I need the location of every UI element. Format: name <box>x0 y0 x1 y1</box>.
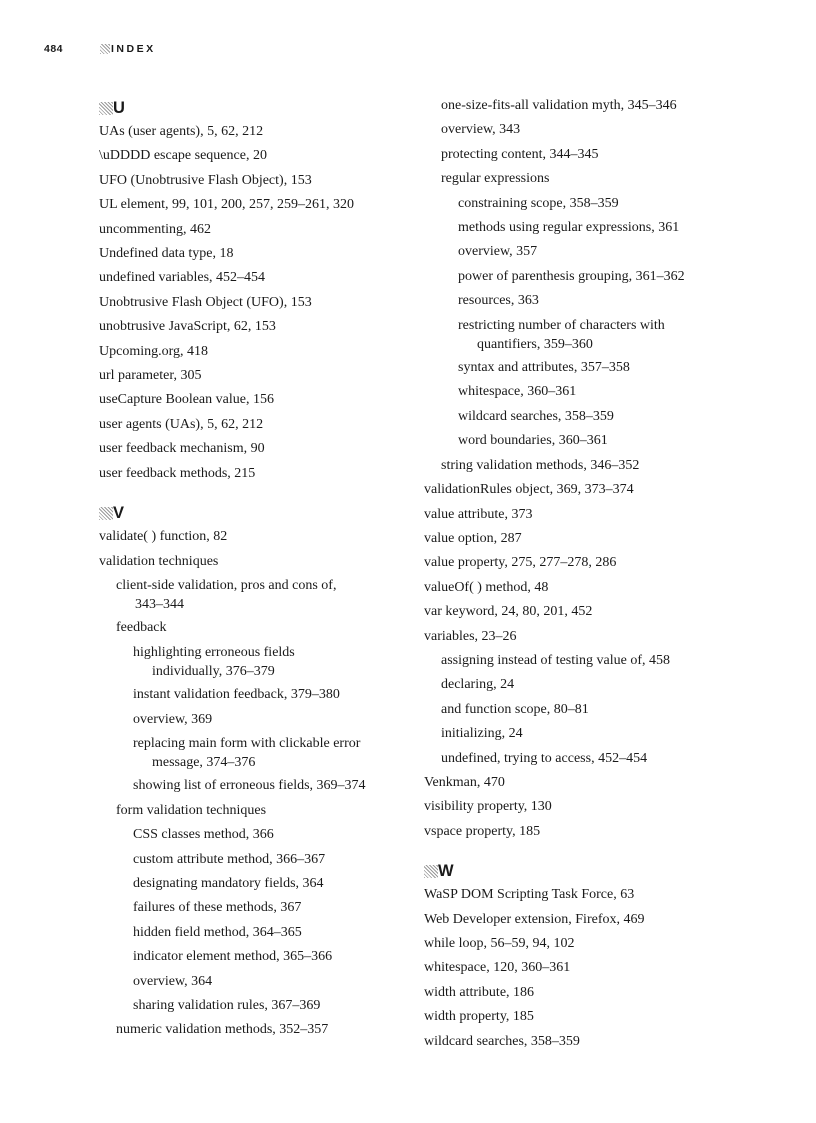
index-entry-text: custom attribute method, 366–367 <box>133 851 326 867</box>
index-entry <box>99 144 399 168</box>
index-entry <box>99 388 399 412</box>
index-entry <box>99 340 399 364</box>
index-entry <box>424 240 724 264</box>
index-entry-text: undefined, trying to access, 452–454 <box>441 750 648 766</box>
index-entry <box>99 193 399 217</box>
index-entry-text: unobtrusive JavaScript, 62, 153 <box>99 319 276 335</box>
index-entry-text: CSS classes method, 366 <box>133 827 274 843</box>
index-entry-continuation: 343–344 <box>135 597 184 613</box>
index-entry-text: WaSP DOM Scripting Task Force, 63 <box>424 887 635 903</box>
index-entry <box>99 462 399 486</box>
index-entry-text: width attribute, 186 <box>424 984 535 1000</box>
index-entry-text: form validation techniques <box>116 802 267 818</box>
index-entry <box>99 799 399 823</box>
index-column-right <box>424 94 724 1054</box>
index-entry <box>99 574 399 614</box>
hatch-marker-icon <box>99 507 113 520</box>
running-head <box>44 43 156 55</box>
index-entry <box>99 848 399 872</box>
index-entry <box>99 945 399 969</box>
index-entry-text: overview, 357 <box>458 244 538 260</box>
index-entry <box>424 94 724 118</box>
index-entry <box>424 932 724 956</box>
index-entry-continuation: individually, 376–379 <box>152 664 275 680</box>
index-entry-text: whitespace, 360–361 <box>458 384 577 400</box>
index-entry <box>99 732 399 772</box>
index-entry <box>99 218 399 242</box>
index-entry <box>99 364 399 388</box>
index-entry <box>424 405 724 429</box>
index-entry <box>99 242 399 266</box>
index-entry-text: constraining scope, 358–359 <box>458 195 619 211</box>
hatch-marker-icon <box>424 865 438 878</box>
index-entry-text: showing list of erroneous fields, 369–374 <box>133 778 366 794</box>
index-entry <box>99 641 399 681</box>
index-entry-text: feedback <box>116 620 167 636</box>
index-entry-text: string validation methods, 346–352 <box>441 457 640 473</box>
index-entry <box>424 649 724 673</box>
section-heading-w <box>424 860 724 882</box>
index-entry <box>99 120 399 144</box>
section-letter: V <box>113 504 125 523</box>
index-entry-text: numeric validation methods, 352–357 <box>116 1022 329 1038</box>
index-entry-text: protecting content, 344–345 <box>441 146 599 162</box>
index-entry-text: assigning instead of testing value of, 458 <box>441 652 671 668</box>
index-entry <box>424 600 724 624</box>
index-entry-text: wildcard searches, 358–359 <box>458 408 614 424</box>
index-entry <box>424 289 724 313</box>
index-entry <box>424 771 724 795</box>
index-entry-text: initializing, 24 <box>441 726 523 742</box>
index-entry-text: overview, 364 <box>133 973 213 989</box>
index-entry <box>99 921 399 945</box>
index-entry <box>99 169 399 193</box>
section-letter: U <box>113 99 125 117</box>
index-entry-text: Venkman, 470 <box>424 774 505 790</box>
index-entry <box>99 437 399 461</box>
index-entry <box>99 683 399 707</box>
index-entry-text: url parameter, 305 <box>99 368 202 384</box>
index-entry <box>424 527 724 551</box>
index-entry-text: UAs (user agents), 5, 62, 212 <box>99 124 264 139</box>
index-entry <box>424 795 724 819</box>
section-letter: W <box>438 862 454 881</box>
index-entry <box>424 216 724 240</box>
index-entry-text: undefined variables, 452–454 <box>99 270 266 286</box>
index-entry-text: user feedback methods, 215 <box>99 465 256 481</box>
index-entry <box>99 315 399 339</box>
index-entry-text: uncommenting, 462 <box>99 221 211 237</box>
index-entry <box>424 478 724 502</box>
section-gap <box>99 486 399 499</box>
index-entry-text: indicator element method, 365–366 <box>133 949 333 965</box>
index-entry-text: vspace property, 185 <box>424 823 541 839</box>
index-entry <box>424 625 724 649</box>
index-entry-text: word boundaries, 360–361 <box>458 433 608 449</box>
page-number: 484 <box>44 43 64 55</box>
index-entry-text: user feedback mechanism, 90 <box>99 441 265 457</box>
index-entry <box>424 722 724 746</box>
index-entry-text: Web Developer extension, Firefox, 469 <box>424 911 645 927</box>
index-entry-text: failures of these methods, 367 <box>133 900 302 916</box>
index-entry <box>424 167 724 191</box>
index-entry-text: while loop, 56–59, 94, 102 <box>424 936 575 951</box>
index-entry-text: overview, 369 <box>133 711 213 727</box>
index-entry-text: instant validation feedback, 379–380 <box>133 687 340 703</box>
index-column-left <box>99 94 399 1043</box>
index-entry-text: client-side validation, pros and cons of, <box>116 577 337 593</box>
index-entry <box>424 192 724 216</box>
index-entry <box>424 981 724 1005</box>
index-entry <box>99 708 399 732</box>
index-entry <box>99 823 399 847</box>
index-entry-text: regular expressions <box>441 171 550 187</box>
index-entry <box>99 970 399 994</box>
index-entry <box>424 1030 724 1054</box>
index-entry-text: Unobtrusive Flash Object (UFO), 153 <box>99 294 312 310</box>
index-entry-text: Undefined data type, 18 <box>99 246 234 262</box>
index-entry <box>424 883 724 907</box>
index-entry <box>424 576 724 600</box>
index-entry <box>424 143 724 167</box>
section-heading-v <box>99 502 399 524</box>
index-entry-text: restricting number of characters with <box>458 317 665 333</box>
index-entry-text: highlighting erroneous fields <box>133 644 295 660</box>
index-entry <box>424 820 724 844</box>
index-entry <box>99 616 399 640</box>
index-entry-text: useCapture Boolean value, 156 <box>99 392 274 408</box>
index-entry-text: user agents (UAs), 5, 62, 212 <box>99 416 264 432</box>
index-entry-text: designating mandatory fields, 364 <box>133 875 324 891</box>
index-entry <box>424 956 724 980</box>
index-entry-text: wildcard searches, 358–359 <box>424 1033 580 1049</box>
hatch-marker-icon <box>100 44 110 54</box>
index-entry <box>99 266 399 290</box>
index-entry <box>424 551 724 575</box>
index-entry-text: overview, 343 <box>441 122 521 138</box>
index-entry-text: validationRules object, 369, 373–374 <box>424 482 634 498</box>
index-entry <box>424 673 724 697</box>
index-entry-text: Upcoming.org, 418 <box>99 343 209 359</box>
index-entry-text: width property, 185 <box>424 1009 534 1025</box>
index-entry-text: UL element, 99, 101, 200, 257, 259–261, 320 <box>99 197 354 213</box>
index-entry-text: one-size-fits-all validation myth, 345–346 <box>441 98 677 113</box>
index-entry-text: value option, 287 <box>424 530 522 546</box>
index-entry <box>424 908 724 932</box>
index-entry <box>424 698 724 722</box>
index-entry-continuation: quantifiers, 359–360 <box>477 337 593 353</box>
index-entry-text: sharing validation rules, 367–369 <box>133 998 321 1013</box>
index-entry <box>424 503 724 527</box>
index-entry <box>99 291 399 315</box>
index-entry <box>99 550 399 574</box>
index-entry-text: validate( ) function, 82 <box>99 529 228 545</box>
index-entry <box>99 413 399 437</box>
index-entry-text: methods using regular expressions, 361 <box>458 220 680 236</box>
index-entry-text: hidden field method, 364–365 <box>133 924 302 940</box>
index-entry <box>99 872 399 896</box>
index-entry <box>424 380 724 404</box>
index-entry-text: whitespace, 120, 360–361 <box>424 960 571 976</box>
index-entry <box>99 1018 399 1042</box>
running-head-title: INDEX <box>111 43 156 55</box>
index-entry-continuation: message, 374–376 <box>152 755 256 771</box>
index-entry-text: value attribute, 373 <box>424 506 533 522</box>
index-entry-text: power of parenthesis grouping, 361–362 <box>458 268 685 284</box>
index-entry <box>424 356 724 380</box>
index-entry-text: replacing main form with clickable error <box>133 735 361 751</box>
index-entry-text: visibility property, 130 <box>424 799 552 815</box>
index-entry <box>99 774 399 798</box>
index-entry-text: \uDDDD escape sequence, 20 <box>99 148 267 164</box>
index-entry-text: UFO (Unobtrusive Flash Object), 153 <box>99 172 312 188</box>
index-entry <box>424 454 724 478</box>
index-entry <box>424 1005 724 1029</box>
index-entry-text: var keyword, 24, 80, 201, 452 <box>424 604 593 620</box>
index-entry-text: validation techniques <box>99 553 219 569</box>
index-entry-text: value property, 275, 277–278, 286 <box>424 555 617 571</box>
index-entry-text: declaring, 24 <box>441 677 515 693</box>
index-entry-text: and function scope, 80–81 <box>441 701 589 717</box>
index-entry-text: variables, 23–26 <box>424 628 517 644</box>
section-heading-u <box>99 97 399 119</box>
index-entry-text: syntax and attributes, 357–358 <box>458 360 630 376</box>
index-entry <box>424 747 724 771</box>
index-entry <box>424 118 724 142</box>
index-entry <box>99 994 399 1018</box>
index-entry-text: resources, 363 <box>458 293 539 309</box>
index-entry-text: valueOf( ) method, 48 <box>424 579 549 595</box>
index-entry <box>99 525 399 549</box>
index-entry <box>424 314 724 354</box>
index-entry <box>424 265 724 289</box>
section-gap <box>424 844 724 857</box>
index-entry <box>424 429 724 453</box>
hatch-marker-icon <box>99 102 113 115</box>
index-entry <box>99 896 399 920</box>
